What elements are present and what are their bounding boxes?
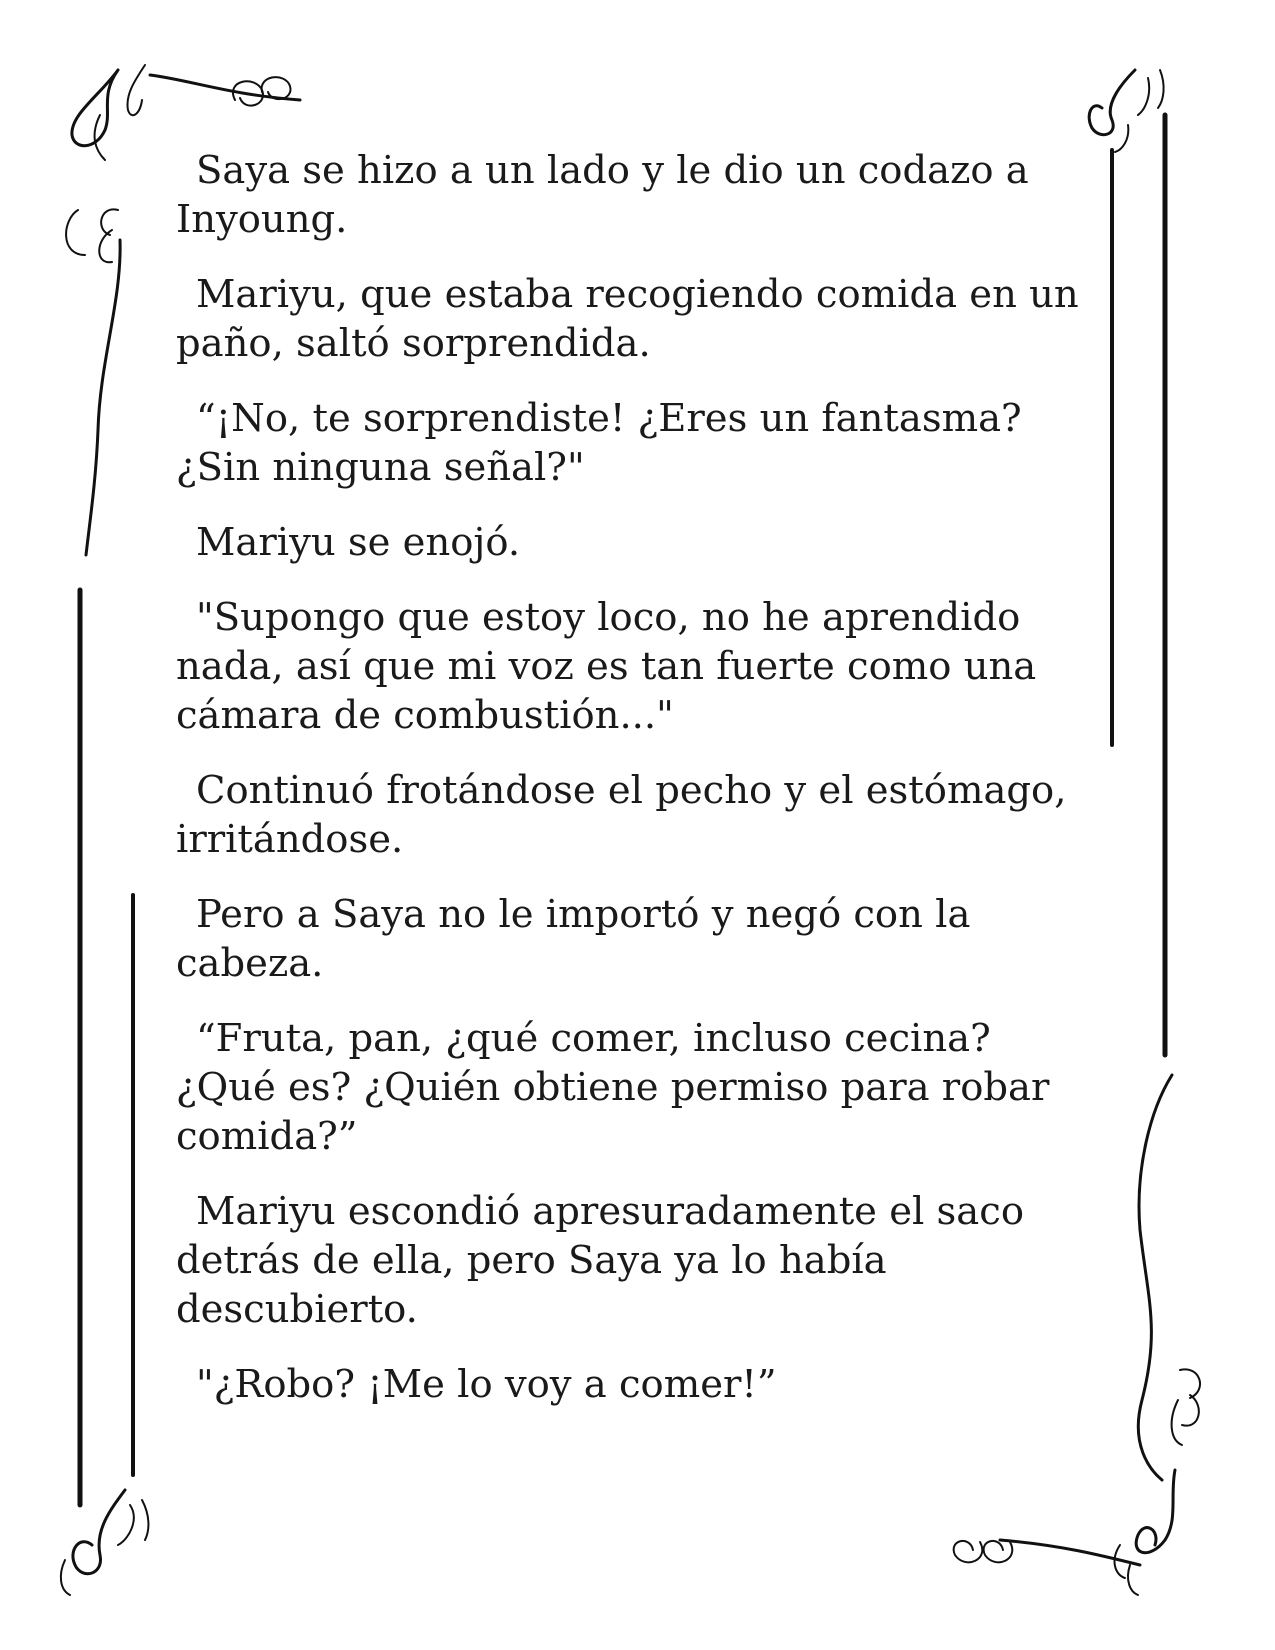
bottom-left-flourish-ornament xyxy=(61,1490,149,1595)
paragraph: Pero a Saya no le importó y negó con la cabeza. xyxy=(176,892,971,986)
paragraph: “¡No, te sorprendiste! ¿Eres un fantasma? ¿Sin ninguna señal?" xyxy=(176,396,1022,490)
paragraph: "¿Robo? ¡Me lo voy a comer!” xyxy=(196,1362,777,1407)
paragraph: Mariyu se enojó. xyxy=(196,520,521,565)
paragraph: Continuó frotándose el pecho y el estómago, irritándose. xyxy=(176,768,1067,862)
paragraph: Mariyu, que estaba recogiendo comida en un paño, saltó sorprendida. xyxy=(176,272,1079,366)
body-text xyxy=(176,146,1081,1435)
paragraph: “Fruta, pan, ¿qué comer, incluso cecina? ¿Qué es? ¿Quién obtiene permiso para robar comida?” xyxy=(176,1016,1050,1159)
paragraph: Mariyu escondió apresuradamente el saco detrás de ella, pero Saya ya lo había descubierto. xyxy=(176,1189,1024,1332)
paragraph: "Supongo que estoy loco, no he aprendido nada, así que mi voz es tan fuerte como una cámara de combustión..." xyxy=(176,595,1037,738)
top-right-flourish-ornament xyxy=(1089,70,1163,152)
paragraph: Saya se hizo a un lado y le dio un codazo a Inyoung. xyxy=(176,148,1029,242)
